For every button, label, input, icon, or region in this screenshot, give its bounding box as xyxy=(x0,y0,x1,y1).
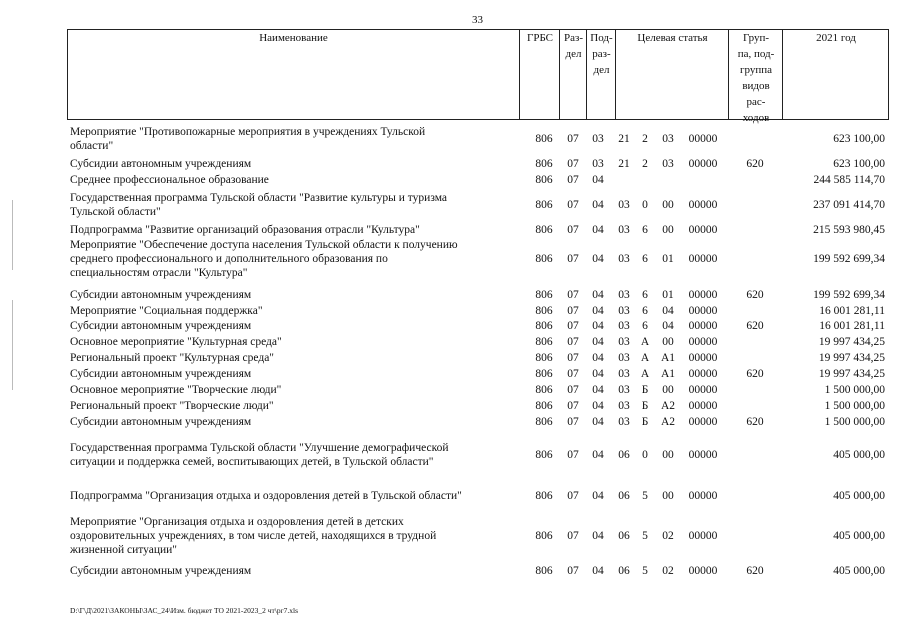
cell-amount-2021: 16 001 281,11 xyxy=(819,320,885,332)
table-row xyxy=(67,191,889,219)
cell-grbs: 806 xyxy=(535,530,553,542)
cell-c2: 5 xyxy=(642,565,648,577)
cell-pr: 04 xyxy=(592,199,604,211)
cell-amount-2021: 623 100,00 xyxy=(833,158,885,170)
scan-edge-mark xyxy=(12,300,13,390)
cell-c3: 00 xyxy=(662,336,674,348)
cell-amount-2021: 237 091 414,70 xyxy=(813,199,885,211)
cell-amount-2021: 244 585 114,70 xyxy=(813,174,885,186)
cell-c1: 03 xyxy=(618,384,630,396)
cell-c3: 00 xyxy=(662,449,674,461)
row-name: Основное мероприятие "Культурная среда" xyxy=(70,336,282,348)
table-row xyxy=(67,351,889,365)
cell-amount-2021: 405 000,00 xyxy=(833,530,885,542)
table-row xyxy=(67,238,889,280)
row-name: Подпрограмма "Организация отдыха и оздоровления детей в Тульской области" xyxy=(70,490,462,502)
row-name: Мероприятие "Обеспечение доступа населения Тульской области к получению среднего профессионального и дополнительного образования по специальностям отрасли "Культура" xyxy=(70,239,458,279)
cell-c3: А2 xyxy=(660,400,676,412)
cell-amount-2021: 623 100,00 xyxy=(833,133,885,145)
cell-c1: 03 xyxy=(618,305,630,317)
cell-pr: 04 xyxy=(592,449,604,461)
row-name: Государственная программа Тульской области "Улучшение демографической ситуации и поддержка семей, воспитывающих детей, в Тульской области" xyxy=(70,442,449,468)
cell-pr: 04 xyxy=(592,289,604,301)
cell-amount-2021: 405 000,00 xyxy=(833,490,885,502)
cell-c1: 03 xyxy=(618,199,630,211)
header-name: Наименование xyxy=(259,32,328,44)
cell-c2: 5 xyxy=(642,490,648,502)
header-grbs: ГРБС xyxy=(519,30,560,119)
cell-c4: 00000 xyxy=(688,158,718,170)
cell-pr: 03 xyxy=(592,133,604,145)
row-name: Подпрограмма "Развитие организаций образования отрасли "Культура" xyxy=(70,224,420,236)
table-row xyxy=(67,564,889,578)
cell-c4: 00000 xyxy=(688,400,718,412)
cell-c2: 0 xyxy=(642,449,648,461)
cell-rz: 07 xyxy=(567,133,579,145)
row-name: Среднее профессиональное образование xyxy=(70,174,269,186)
table-row xyxy=(67,223,889,237)
cell-c2: 6 xyxy=(642,289,648,301)
cell-pr: 04 xyxy=(592,305,604,317)
cell-c1: 03 xyxy=(618,320,630,332)
cell-c3: 00 xyxy=(662,490,674,502)
row-name: Субсидии автономным учреждениям xyxy=(70,368,252,380)
cell-c3: 01 xyxy=(662,253,674,265)
cell-c4: 00000 xyxy=(688,336,718,348)
header-celevaya-statya: Целевая статья xyxy=(615,30,729,119)
cell-vr: 620 xyxy=(746,368,764,380)
cell-rz: 07 xyxy=(567,199,579,211)
cell-rz: 07 xyxy=(567,352,579,364)
cell-rz: 07 xyxy=(567,449,579,461)
table-row xyxy=(67,441,889,469)
cell-amount-2021: 199 592 699,34 xyxy=(813,289,885,301)
cell-pr: 04 xyxy=(592,174,604,186)
table-row xyxy=(67,125,889,153)
cell-c1: 03 xyxy=(618,400,630,412)
cell-c3: А1 xyxy=(660,352,676,364)
cell-c2: А xyxy=(640,336,650,348)
cell-pr: 04 xyxy=(592,565,604,577)
cell-rz: 07 xyxy=(567,305,579,317)
cell-vr: 620 xyxy=(746,289,764,301)
cell-c2: 0 xyxy=(642,199,648,211)
cell-pr: 04 xyxy=(592,530,604,542)
cell-c2: Б xyxy=(641,384,649,396)
header-gruppa-vidov: Груп- па, под- группа видов рас- ходов xyxy=(728,30,783,119)
cell-c3: 03 xyxy=(662,133,674,145)
cell-rz: 07 xyxy=(567,490,579,502)
table-row xyxy=(67,335,889,349)
cell-c4: 00000 xyxy=(688,352,718,364)
cell-c1: 06 xyxy=(618,565,630,577)
cell-c2: 2 xyxy=(642,133,648,145)
cell-c3: 04 xyxy=(662,320,674,332)
cell-c2: А xyxy=(640,368,650,380)
cell-grbs: 806 xyxy=(535,253,553,265)
cell-c1: 06 xyxy=(618,530,630,542)
cell-c4: 00000 xyxy=(688,384,718,396)
cell-grbs: 806 xyxy=(535,289,553,301)
cell-c4: 00000 xyxy=(688,224,718,236)
cell-grbs: 806 xyxy=(535,384,553,396)
cell-rz: 07 xyxy=(567,336,579,348)
cell-c1: 03 xyxy=(618,289,630,301)
cell-vr: 620 xyxy=(746,320,764,332)
cell-c4: 00000 xyxy=(688,449,718,461)
cell-c4: 00000 xyxy=(688,133,718,145)
row-name: Мероприятие "Организация отдыха и оздоровления детей в детских оздоровительных учреждениях, в том числе детей, находящихся в трудной жизненной ситуации" xyxy=(70,516,437,556)
cell-c1: 06 xyxy=(618,490,630,502)
cell-c4: 00000 xyxy=(688,416,718,428)
cell-grbs: 806 xyxy=(535,199,553,211)
row-name: Субсидии автономным учреждениям xyxy=(70,320,252,332)
cell-c3: А2 xyxy=(660,416,676,428)
cell-c1: 21 xyxy=(618,133,630,145)
cell-pr: 04 xyxy=(592,384,604,396)
cell-grbs: 806 xyxy=(535,416,553,428)
cell-c2: А xyxy=(640,352,650,364)
row-name: Субсидии автономным учреждениям xyxy=(70,565,252,577)
cell-pr: 04 xyxy=(592,400,604,412)
cell-c3: 02 xyxy=(662,565,674,577)
row-name: Региональный проект "Творческие люди" xyxy=(70,400,274,412)
cell-c4: 00000 xyxy=(688,199,718,211)
cell-amount-2021: 1 500 000,00 xyxy=(824,416,885,428)
cell-c4: 00000 xyxy=(688,565,718,577)
cell-c2: 6 xyxy=(642,320,648,332)
cell-amount-2021: 19 997 434,25 xyxy=(818,336,885,348)
cell-c3: 02 xyxy=(662,530,674,542)
scan-edge-mark xyxy=(12,200,13,270)
cell-pr: 04 xyxy=(592,368,604,380)
cell-c2: 6 xyxy=(642,224,648,236)
cell-pr: 04 xyxy=(592,253,604,265)
cell-c1: 03 xyxy=(618,224,630,236)
cell-grbs: 806 xyxy=(535,158,553,170)
cell-rz: 07 xyxy=(567,320,579,332)
cell-vr: 620 xyxy=(746,416,764,428)
cell-amount-2021: 19 997 434,25 xyxy=(818,368,885,380)
table-row xyxy=(67,319,889,333)
cell-pr: 04 xyxy=(592,320,604,332)
cell-rz: 07 xyxy=(567,253,579,265)
cell-c4: 00000 xyxy=(688,530,718,542)
cell-c1: 21 xyxy=(618,158,630,170)
row-name: Мероприятие "Социальная поддержка" xyxy=(70,305,263,317)
row-name: Региональный проект "Культурная среда" xyxy=(70,352,275,364)
cell-pr: 04 xyxy=(592,352,604,364)
cell-c4: 00000 xyxy=(688,305,718,317)
table-row xyxy=(67,173,889,187)
table-row xyxy=(67,489,889,503)
cell-grbs: 806 xyxy=(535,400,553,412)
cell-grbs: 806 xyxy=(535,224,553,236)
table-row xyxy=(67,304,889,318)
cell-amount-2021: 405 000,00 xyxy=(833,449,885,461)
cell-c1: 03 xyxy=(618,253,630,265)
row-name: Мероприятие "Противопожарные мероприятия в учреждениях Тульской области" xyxy=(70,126,426,152)
cell-c4: 00000 xyxy=(688,368,718,380)
cell-c2: 6 xyxy=(642,305,648,317)
cell-c1: 03 xyxy=(618,352,630,364)
table-row xyxy=(67,383,889,397)
cell-vr: 620 xyxy=(746,565,764,577)
cell-c4: 00000 xyxy=(688,289,718,301)
header-2021: 2021 год xyxy=(782,30,889,119)
row-name: Субсидии автономным учреждениям xyxy=(70,289,252,301)
cell-rz: 07 xyxy=(567,565,579,577)
cell-rz: 07 xyxy=(567,530,579,542)
cell-c2: 5 xyxy=(642,530,648,542)
cell-rz: 07 xyxy=(567,416,579,428)
cell-c2: 2 xyxy=(642,158,648,170)
header-podrazdel: Под- раз- дел xyxy=(586,30,616,119)
cell-c2: Б xyxy=(641,416,649,428)
cell-grbs: 806 xyxy=(535,490,553,502)
row-name: Субсидии автономным учреждениям xyxy=(70,416,252,428)
cell-c4: 00000 xyxy=(688,320,718,332)
cell-grbs: 806 xyxy=(535,320,553,332)
cell-c3: 00 xyxy=(662,384,674,396)
file-path-footer: D:\Г\Д\2021\ЗАКОНЫ\ЗАС_24\Изм. бюджет ТО 2021-2023_2 чт\рг7.xls xyxy=(70,606,299,615)
table-row xyxy=(67,157,889,171)
cell-amount-2021: 199 592 699,34 xyxy=(813,253,885,265)
cell-c2: 6 xyxy=(642,253,648,265)
table-row xyxy=(67,367,889,381)
table-row xyxy=(67,288,889,302)
cell-rz: 07 xyxy=(567,400,579,412)
cell-vr: 620 xyxy=(746,158,764,170)
cell-grbs: 806 xyxy=(535,336,553,348)
cell-amount-2021: 1 500 000,00 xyxy=(824,384,885,396)
cell-pr: 03 xyxy=(592,158,604,170)
cell-c2: Б xyxy=(641,400,649,412)
cell-c3: А1 xyxy=(660,368,676,380)
cell-amount-2021: 1 500 000,00 xyxy=(824,400,885,412)
row-name: Государственная программа Тульской области "Развитие культуры и туризма Тульской области" xyxy=(70,192,448,218)
table-row xyxy=(67,515,889,557)
table-row xyxy=(67,399,889,413)
cell-pr: 04 xyxy=(592,224,604,236)
header-razdel: Раз- дел xyxy=(559,30,587,119)
row-name: Субсидии автономным учреждениям xyxy=(70,158,252,170)
cell-c3: 03 xyxy=(662,158,674,170)
cell-grbs: 806 xyxy=(535,565,553,577)
cell-c1: 03 xyxy=(618,368,630,380)
cell-c4: 00000 xyxy=(688,253,718,265)
page-number: 33 xyxy=(472,14,483,26)
cell-rz: 07 xyxy=(567,174,579,186)
cell-amount-2021: 19 997 434,25 xyxy=(818,352,885,364)
cell-amount-2021: 215 593 980,45 xyxy=(813,224,885,236)
cell-pr: 04 xyxy=(592,416,604,428)
cell-grbs: 806 xyxy=(535,449,553,461)
row-name: Основное мероприятие "Творческие люди" xyxy=(70,384,282,396)
cell-pr: 04 xyxy=(592,336,604,348)
cell-grbs: 806 xyxy=(535,133,553,145)
cell-grbs: 806 xyxy=(535,174,553,186)
cell-c3: 01 xyxy=(662,289,674,301)
cell-rz: 07 xyxy=(567,368,579,380)
cell-amount-2021: 16 001 281,11 xyxy=(819,305,885,317)
table-header xyxy=(67,29,889,124)
cell-rz: 07 xyxy=(567,289,579,301)
cell-c1: 03 xyxy=(618,416,630,428)
cell-c3: 00 xyxy=(662,199,674,211)
cell-c1: 06 xyxy=(618,449,630,461)
cell-rz: 07 xyxy=(567,158,579,170)
cell-rz: 07 xyxy=(567,384,579,396)
cell-c4: 00000 xyxy=(688,490,718,502)
cell-c3: 00 xyxy=(662,224,674,236)
cell-grbs: 806 xyxy=(535,352,553,364)
cell-grbs: 806 xyxy=(535,305,553,317)
cell-grbs: 806 xyxy=(535,368,553,380)
cell-c3: 04 xyxy=(662,305,674,317)
cell-rz: 07 xyxy=(567,224,579,236)
cell-pr: 04 xyxy=(592,490,604,502)
cell-c1: 03 xyxy=(618,336,630,348)
table-row xyxy=(67,415,889,429)
cell-amount-2021: 405 000,00 xyxy=(833,565,885,577)
